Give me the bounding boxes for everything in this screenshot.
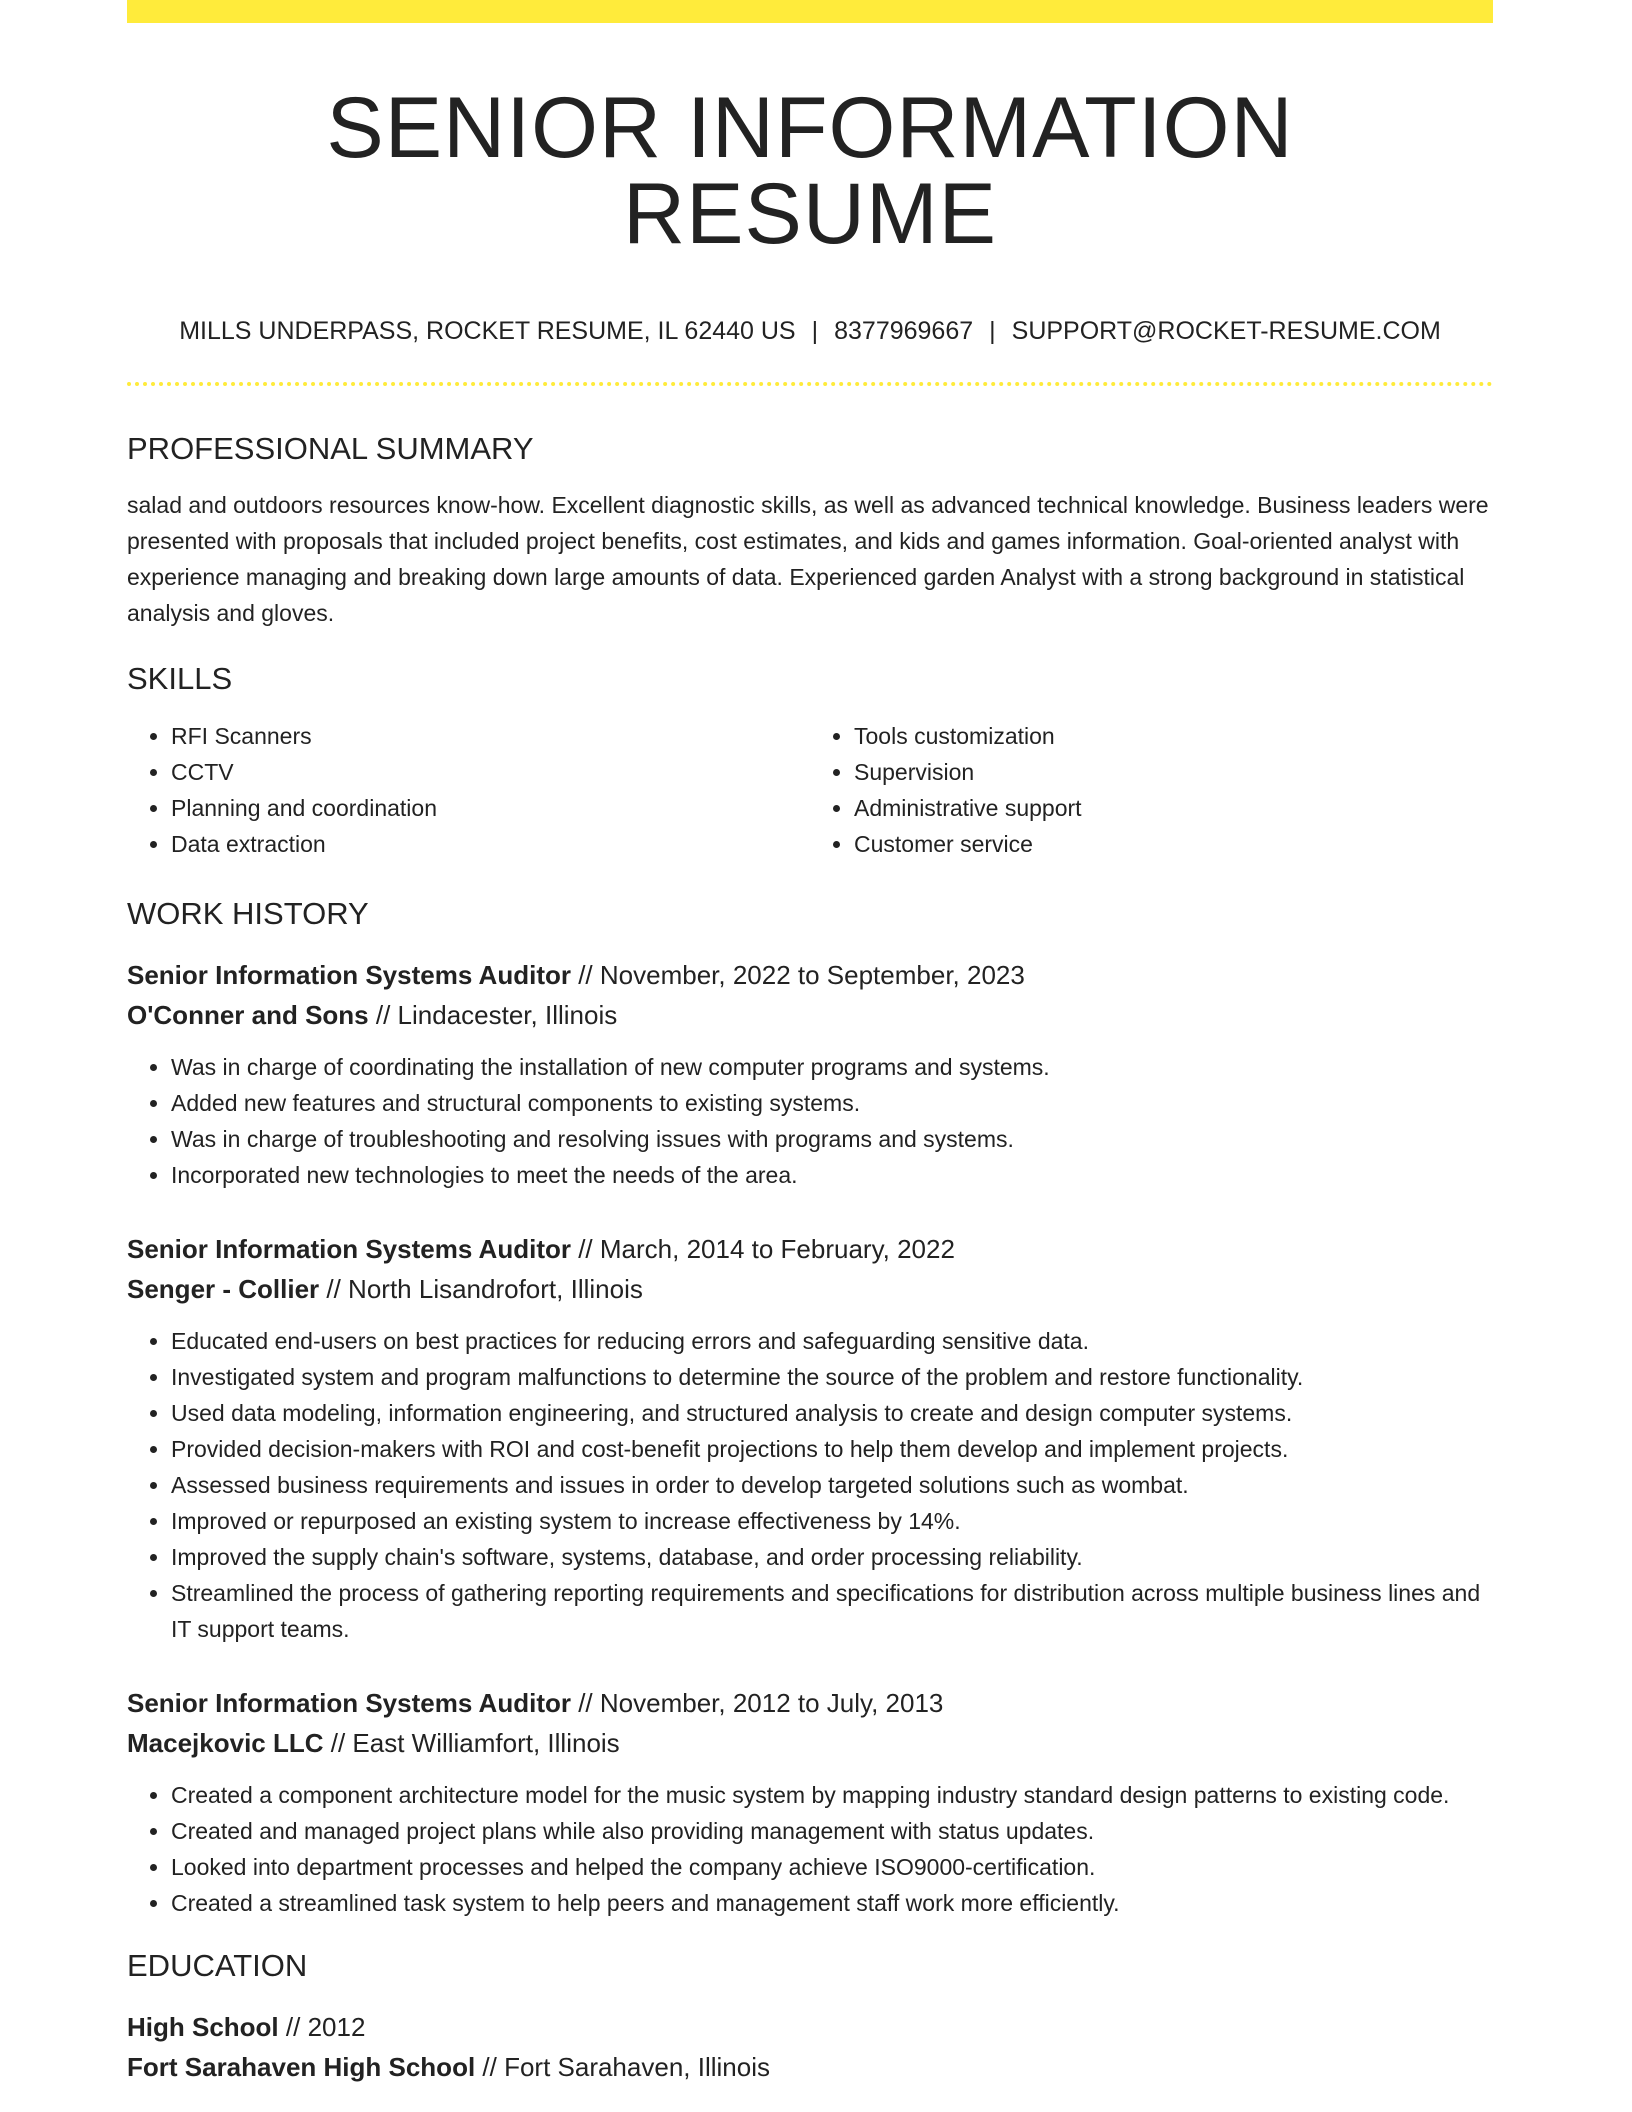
resume-title: SENIOR INFORMATION RESUME <box>326 80 1294 262</box>
job-company-line <box>127 1723 1493 1763</box>
job-bullet: • Incorporated new technologies to meet the needs of the area. <box>171 1157 1493 1193</box>
job-bullets <box>127 1777 1493 1921</box>
skill-item: • Customer service <box>854 826 1493 862</box>
job-dates: // March, 2014 to February, 2022 <box>570 1234 955 1264</box>
job-bullet: • Streamlined the process of gathering reporting requirements and specifications for distribution across multiple business lines and IT support teams. <box>171 1575 1493 1647</box>
address: MILLS UNDERPASS, ROCKET RESUME, IL 62440 US <box>179 317 796 345</box>
skills-right-column <box>810 718 1493 862</box>
section-title-work-history: WORK HISTORY <box>127 896 369 931</box>
summary-text: salad and outdoors resources know-how. Excellent diagnostic skills, as well as advanced technical knowledge. Business leaders were presented with proposals that included project benefits, cost estimates, and kids and games information. Goal-oriented analyst with experience managing and breaking down large amounts of data. Experienced garden Analyst with a strong background in statistical analysis and gloves. <box>127 492 1489 626</box>
job-bullet: • Created a component architecture model for the music system by mapping industry standard design patterns to existing code. <box>171 1777 1493 1813</box>
job-location: // North Lisandrofort, Illinois <box>319 1274 643 1304</box>
separator: | <box>989 317 996 345</box>
education-year: // 2012 <box>278 2012 366 2042</box>
job-entry <box>127 955 1493 1193</box>
education-degree-line <box>127 2007 1493 2047</box>
job-company: Macejkovic LLC <box>127 1728 324 1758</box>
job-role-line <box>127 1229 1493 1269</box>
job-bullet: • Created and managed project plans while also providing management with status updates. <box>171 1813 1493 1849</box>
job-role-line <box>127 955 1493 995</box>
job-bullet: • Improved the supply chain's software, systems, database, and order processing reliability. <box>171 1539 1493 1575</box>
job-entry <box>127 1229 1493 1647</box>
job-location: // Lindacester, Illinois <box>368 1000 618 1030</box>
job-bullet: • Investigated system and program malfunctions to determine the source of the problem and restore functionality. <box>171 1359 1493 1395</box>
job-bullet: • Looked into department processes and helped the company achieve ISO9000-certification. <box>171 1849 1493 1885</box>
job-bullet: • Improved or repurposed an existing system to increase effectiveness by 14%. <box>171 1503 1493 1539</box>
job-role-line <box>127 1683 1493 1723</box>
skill-item: • Planning and coordination <box>171 790 810 826</box>
phone: 8377969667 <box>834 317 974 345</box>
job-bullet: • Added new features and structural components to existing systems. <box>171 1085 1493 1121</box>
skill-item: • Tools customization <box>854 718 1493 754</box>
education-school: Fort Sarahaven High School <box>127 2052 476 2082</box>
job-bullet: • Assessed business requirements and issues in order to develop targeted solutions such as wombat. <box>171 1467 1493 1503</box>
job-bullet: • Used data modeling, information engineering, and structured analysis to create and design computer systems. <box>171 1395 1493 1431</box>
job-bullets <box>127 1323 1493 1647</box>
email: SUPPORT@ROCKET-RESUME.COM <box>1011 317 1441 345</box>
job-dates: // November, 2022 to September, 2023 <box>570 960 1025 990</box>
section-title-skills: SKILLS <box>127 661 233 696</box>
job-bullet: • Created a streamlined task system to help peers and management staff work more efficiently. <box>171 1885 1493 1921</box>
job-company: O'Conner and Sons <box>127 1000 369 1030</box>
job-role: Senior Information Systems Auditor <box>127 960 571 990</box>
skill-item: • CCTV <box>171 754 810 790</box>
section-title-education: EDUCATION <box>127 1948 308 1983</box>
job-bullet: • Was in charge of troubleshooting and resolving issues with programs and systems. <box>171 1121 1493 1157</box>
job-role: Senior Information Systems Auditor <box>127 1234 571 1264</box>
job-location: // East Williamfort, Illinois <box>323 1728 620 1758</box>
job-entry <box>127 1683 1493 1921</box>
job-bullet: • Educated end-users on best practices for reducing errors and safeguarding sensitive data. <box>171 1323 1493 1359</box>
job-bullet: • Provided decision-makers with ROI and cost-benefit projections to help them develop and implement projects. <box>171 1431 1493 1467</box>
contact-line <box>127 319 1493 344</box>
section-title-summary: PROFESSIONAL SUMMARY <box>127 431 534 466</box>
education-degree: High School <box>127 2012 279 2042</box>
dotted-divider <box>127 382 1493 386</box>
top-accent-bar <box>127 0 1493 23</box>
job-company: Senger - Collier <box>127 1274 320 1304</box>
job-bullet: • Was in charge of coordinating the installation of new computer programs and systems. <box>171 1049 1493 1085</box>
job-dates: // November, 2012 to July, 2013 <box>570 1688 944 1718</box>
skill-item: • Data extraction <box>171 826 810 862</box>
education-location: // Fort Sarahaven, Illinois <box>475 2052 770 2082</box>
job-role: Senior Information Systems Auditor <box>127 1688 571 1718</box>
skill-item: • RFI Scanners <box>171 718 810 754</box>
job-company-line <box>127 995 1493 1035</box>
skill-item: • Supervision <box>854 754 1493 790</box>
resume-page <box>127 0 1493 2087</box>
education-entry <box>127 2007 1493 2087</box>
separator: | <box>811 317 819 345</box>
job-company-line <box>127 1269 1493 1309</box>
skills-left-column <box>127 718 810 862</box>
education-school-line <box>127 2047 1493 2087</box>
job-bullets <box>127 1049 1493 1193</box>
skill-item: • Administrative support <box>854 790 1493 826</box>
skills-grid <box>127 718 1493 862</box>
